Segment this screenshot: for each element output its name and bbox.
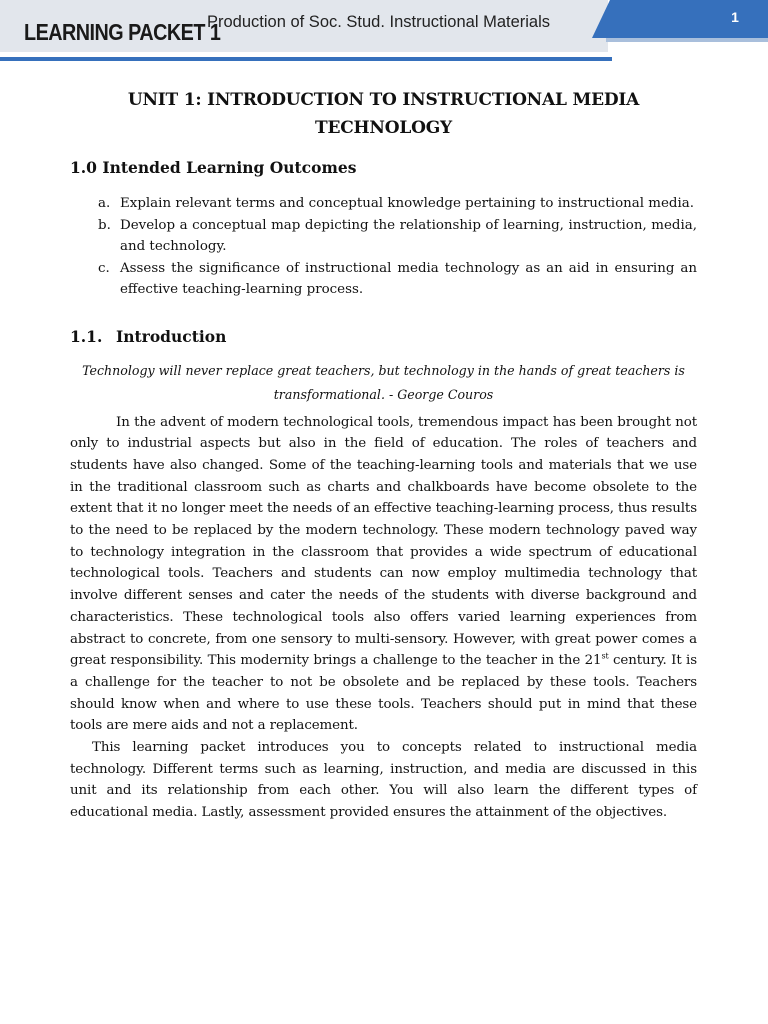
- unit-title-line1: UNIT 1: INTRODUCTION TO INSTRUCTIONAL MEDIA: [127, 90, 640, 110]
- list-marker: b.: [98, 217, 111, 233]
- outcomes-list: [70, 193, 697, 301]
- paragraph-text: century. It is a challenge for the teacher to not be obsolete and be replaced by these tools. Teachers should know when and where to use these tools. Teachers should put in mind that these tools are mere aids and not a replacement.: [70, 653, 698, 734]
- unit-title-line2: TECHNOLOGY: [315, 118, 452, 138]
- list-marker: c.: [98, 260, 110, 276]
- document-body: [70, 86, 697, 824]
- list-item-text: Assess the significance of instructional media technology as an aid in ensuring an effective teaching-learning process.: [120, 260, 697, 297]
- introduction-heading: [70, 327, 697, 347]
- section-number: 1.1.: [70, 326, 103, 346]
- list-item-text: Explain relevant terms and conceptual knowledge pertaining to instructional media.: [120, 196, 695, 211]
- tab-shadow: [606, 38, 768, 42]
- list-item: [70, 215, 697, 258]
- ordinal-suffix: st: [601, 651, 609, 661]
- list-item-text: Develop a conceptual map depicting the relationship of learning, instruction, media, and technology.: [120, 217, 697, 254]
- page-number: 1: [731, 9, 739, 25]
- section-title: Introduction: [116, 326, 227, 346]
- quote-line1: Technology will never replace great teachers, but technology in the hands of great teachers is: [82, 362, 685, 378]
- outcomes-heading: 1.0 Intended Learning Outcomes: [70, 158, 357, 177]
- epigraph-quote: [70, 359, 697, 407]
- list-marker: a.: [98, 196, 111, 211]
- paragraph-text: In the advent of modern technological tools, tremendous impact has been brought not only to industrial aspects but also in the field of education. The roles of teachers and students have also changed. Some of the teaching-learning tools and materials that we use in the traditional classroom such as charts and chalkboards have become obsolete to the extent that it no longer meet the needs of an effective teaching-learning process, thus results to the need to be replaced by the modern technology. These modern technology paved way to technology integration in the classroom that provides a wide spectrum of educational technological tools. Teachers and students can now employ multimedia technology that involve different senses and cater the needs of the students with diverse background and characteristics. These technological tools also offers varied learning experiences from abstract to concrete, from one sensory to multi-sensory. However, with great power comes a great responsibility. This modernity brings a challenge to the teacher in the 21: [70, 414, 697, 669]
- list-item: [70, 193, 697, 215]
- list-item: [70, 258, 697, 301]
- header-rule: [0, 57, 612, 61]
- course-subtitle: Production of Soc. Stud. Instructional Materials: [207, 13, 551, 31]
- quote-line2: transformational. - George Couros: [273, 386, 494, 402]
- unit-title: [70, 86, 697, 142]
- packet-title: LEARNING PACKET 1: [24, 19, 221, 45]
- intro-paragraph-2: This learning packet introduces you to concepts related to instructional media technology. Different terms such as learning, instruction, and media are discussed in this unit and its relationship from each other. You will also learn the different types of educational media. Lastly, assessment provided ensures the attainment of the objectives.: [70, 740, 697, 821]
- intro-paragraph-1: [70, 412, 697, 738]
